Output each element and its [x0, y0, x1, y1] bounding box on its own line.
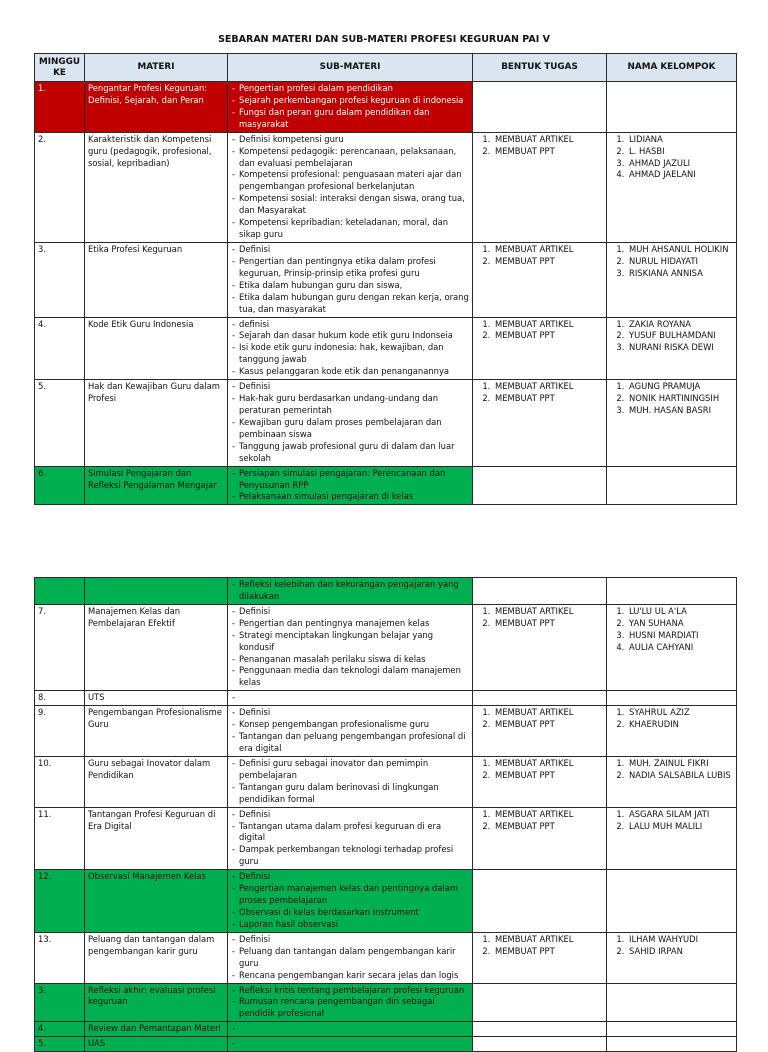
sub-materi-item: - Kompetensi kepribadian: keteladanan, moral, dan sikap guru — [231, 217, 469, 241]
sub-materi-item: - Hak-hak guru berdasarkan undang-undang dan peraturan pemerintah — [231, 393, 469, 417]
sub-materi-item: - Kompetensi pedagogik: perencanaan, pelaksanaan, dan evaluasi pembelajaran — [231, 146, 469, 170]
tugas-item: 1. MEMBUAT ARTIKEL — [493, 134, 603, 146]
sub-materi-item: - Definisi — [231, 381, 469, 393]
sub-materi-item: - Pengertian manajemen kelas dan pentingnya dalam proses pembelajaran — [231, 883, 469, 907]
tugas-list — [476, 707, 603, 731]
sub-materi-item: - Definisi — [231, 809, 469, 821]
sub-materi-cell — [228, 604, 473, 690]
sub-materi-list — [231, 871, 469, 931]
bentuk-tugas-cell — [473, 691, 607, 706]
tugas-list — [476, 934, 603, 958]
tugas-item: 1. MEMBUAT ARTIKEL — [493, 707, 603, 719]
kelompok-list — [610, 606, 733, 654]
sub-materi-item: - Definisi guru sebagai inovator dan pemimpin pembelajaran — [231, 758, 469, 782]
bentuk-tugas-cell — [473, 706, 607, 757]
sub-materi-cell — [228, 317, 473, 380]
tugas-item: 1. MEMBUAT ARTIKEL — [493, 934, 603, 946]
materi-cell: Karakteristik dan Kompetensi guru (pedagogik, profesional, sosial, kepribadian) — [85, 132, 228, 242]
bentuk-tugas-cell — [473, 242, 607, 317]
bentuk-tugas-cell — [473, 1022, 607, 1037]
bentuk-tugas-cell — [473, 317, 607, 380]
week-cell: 5. — [35, 1037, 85, 1052]
week-cell: 10. — [35, 756, 85, 807]
kelompok-member: 2. KHAERUDIN — [627, 719, 733, 731]
sub-materi-item: - Kasus pelanggaran kode etik dan penanganannya — [231, 366, 469, 378]
tugas-item: 2. MEMBUAT PPT — [493, 146, 603, 158]
bentuk-tugas-cell — [473, 466, 607, 505]
tugas-list — [476, 381, 603, 405]
sub-materi-list — [231, 83, 469, 131]
tugas-list — [476, 244, 603, 268]
kelompok-member: 4. AULIA CAHYANI — [627, 642, 733, 654]
nama-kelompok-cell — [607, 242, 737, 317]
nama-kelompok-cell — [607, 317, 737, 380]
kelompok-member: 3. RISKIANA ANNISA — [627, 268, 733, 280]
kelompok-member: 1. MUH. ZAINUL FIKRI — [627, 758, 733, 770]
table-row — [35, 604, 737, 690]
sub-materi-cell — [228, 466, 473, 505]
sub-materi-item: - Tantangan guru dalam berinovasi di lingkungan pendidikan formal — [231, 782, 469, 806]
sub-materi-list — [231, 758, 469, 806]
materi-cell: UAS — [85, 1037, 228, 1052]
sub-materi-item: - Laporan hasil observasi — [231, 919, 469, 931]
sub-materi-list — [231, 468, 469, 504]
kelompok-member: 1. SYAHRUL AZIZ — [627, 707, 733, 719]
kelompok-list — [610, 319, 733, 355]
sub-materi-item: - Definisi — [231, 934, 469, 946]
sub-materi-cell — [228, 380, 473, 466]
week-cell — [35, 578, 85, 605]
bentuk-tugas-cell — [473, 807, 607, 870]
materi-cell: Kode Etik Guru Indonesia — [85, 317, 228, 380]
sub-materi-item: - Tanggung jawab profesional guru di dalam dan luar sekolah — [231, 441, 469, 465]
materi-cell: Peluang dan tantangan dalam pengembangan karir guru — [85, 932, 228, 983]
tugas-list — [476, 319, 603, 343]
schedule-table-part-2 — [34, 577, 737, 1052]
sub-materi-list — [231, 579, 469, 603]
kelompok-member: 4. AHMAD JAELANI — [627, 169, 733, 181]
materi-cell: Simulasi Pengajaran dan Refleksi Pengalaman Mengajar — [85, 466, 228, 505]
sub-materi-cell — [228, 82, 473, 133]
table-header-row — [35, 54, 737, 82]
materi-cell: Etika Profesi Keguruan — [85, 242, 228, 317]
sub-materi-item: - Kompetensi profesional: penguasaan materi ajar dan pengembangan profesional berkelanjutan — [231, 169, 469, 193]
nama-kelompok-cell — [607, 706, 737, 757]
sub-materi-cell — [228, 706, 473, 757]
header-materi: MATERI — [85, 54, 228, 82]
kelompok-member: 2. NURUL HIDAYATI — [627, 256, 733, 268]
tugas-item: 1. MEMBUAT ARTIKEL — [493, 319, 603, 331]
kelompok-member: 2. SAHID IRPAN — [627, 946, 733, 958]
table-row — [35, 691, 737, 706]
week-cell: 1. — [35, 82, 85, 133]
tugas-item: 2. MEMBUAT PPT — [493, 330, 603, 342]
table-row — [35, 578, 737, 605]
sub-materi-list — [231, 809, 469, 869]
sub-materi-cell — [228, 807, 473, 870]
week-cell: 4. — [35, 1022, 85, 1037]
header-minggu: MINGGU KE — [35, 54, 85, 82]
table-row — [35, 1037, 737, 1052]
sub-materi-item: - Pelaksanaan simulasi pengajaran di kelas — [231, 491, 469, 503]
materi-cell: Hak dan Kewajiban Guru dalam Profesi — [85, 380, 228, 466]
tugas-item: 2. MEMBUAT PPT — [493, 770, 603, 782]
tugas-item: 2. MEMBUAT PPT — [493, 618, 603, 630]
tugas-item: 2. MEMBUAT PPT — [493, 719, 603, 731]
sub-materi-item: - Kewajiban guru dalam proses pembelajaran dan pembinaan siswa — [231, 417, 469, 441]
sub-materi-item: - Rencana pengembangan karir secara jelas dan logis — [231, 970, 469, 982]
table-row — [35, 870, 737, 933]
bentuk-tugas-cell — [473, 82, 607, 133]
table-row — [35, 466, 737, 505]
week-cell: 3. — [35, 983, 85, 1022]
kelompok-list — [610, 934, 733, 958]
week-cell: 5. — [35, 380, 85, 466]
sub-materi-item: - Sejarah perkembangan profesi keguruan di indonesia — [231, 95, 469, 107]
sub-materi-item: - Pengertian dan pentingnya manajemen kelas — [231, 618, 469, 630]
tugas-item: 2. MEMBUAT PPT — [493, 393, 603, 405]
kelompok-list — [610, 707, 733, 731]
nama-kelompok-cell — [607, 691, 737, 706]
week-cell: 3. — [35, 242, 85, 317]
sub-materi-item: - definisi — [231, 319, 469, 331]
week-cell: 7. — [35, 604, 85, 690]
bentuk-tugas-cell — [473, 983, 607, 1022]
sub-materi-item: - Konsep pengembangan profesionalisme guru — [231, 719, 469, 731]
sub-materi-item: - Definisi — [231, 871, 469, 883]
tugas-list — [476, 809, 603, 833]
table-body-part-1 — [35, 82, 737, 505]
sub-materi-item: - Peluang dan tantangan dalam pengembangan karir guru — [231, 946, 469, 970]
bentuk-tugas-cell — [473, 604, 607, 690]
bentuk-tugas-cell — [473, 756, 607, 807]
nama-kelompok-cell — [607, 756, 737, 807]
tugas-item: 1. MEMBUAT ARTIKEL — [493, 381, 603, 393]
bentuk-tugas-cell — [473, 870, 607, 933]
sub-materi-item: - Rumusan rencana pengembangan diri sebagai pendidik profesional — [231, 996, 469, 1020]
sub-materi-cell — [228, 983, 473, 1022]
table-row — [35, 932, 737, 983]
kelompok-member: 3. NURANI RISKA DEWI — [627, 342, 733, 354]
kelompok-member: 3. MUH. HASAN BASRI — [627, 405, 733, 417]
sub-materi-item: - Pengertian profesi dalam pendidikan — [231, 83, 469, 95]
bentuk-tugas-cell — [473, 932, 607, 983]
sub-materi-item: - Etika dalam hubungan guru dan siswa, — [231, 280, 469, 292]
schedule-table-part-1 — [34, 53, 737, 505]
sub-materi-list — [231, 985, 469, 1021]
kelompok-member: 2. L. HASBI — [627, 146, 733, 158]
kelompok-member: 2. YAN SUHANA — [627, 618, 733, 630]
sub-materi-item: - Observasi di kelas berdasarkan instrument — [231, 907, 469, 919]
nama-kelompok-cell — [607, 466, 737, 505]
kelompok-member: 1. ZAKIA ROYANA — [627, 319, 733, 331]
bentuk-tugas-cell — [473, 380, 607, 466]
kelompok-member: 1. MUH AHSANUL HOLIKIN — [627, 244, 733, 256]
sub-materi-cell — [228, 870, 473, 933]
sub-materi-item: - Sejarah dan dasar hukum kode etik guru Indonseia — [231, 330, 469, 342]
table-row — [35, 983, 737, 1022]
sub-materi-item: - Isi kode etik guru indonesia: hak, kewajiban, dan tanggung jawab — [231, 342, 469, 366]
sub-materi-list — [231, 707, 469, 755]
kelompok-member: 2. YUSUF BULHAMDANI — [627, 330, 733, 342]
sub-materi-item: - Fungsi dan peran guru dalam pendidikan dan masyarakat — [231, 107, 469, 131]
week-cell: 2. — [35, 132, 85, 242]
kelompok-list — [610, 758, 733, 782]
nama-kelompok-cell — [607, 807, 737, 870]
tugas-item: 2. MEMBUAT PPT — [493, 256, 603, 268]
sub-materi-item: - Tantangan dan peluang pengembangan profesional di era digital — [231, 731, 469, 755]
kelompok-member: 1. ILHAM WAHYUDI — [627, 934, 733, 946]
kelompok-list — [610, 244, 733, 280]
sub-materi-item: - Refleksi kritis tentang pembelajaran profesi keguruan — [231, 985, 469, 997]
nama-kelompok-cell — [607, 1022, 737, 1037]
table-row — [35, 380, 737, 466]
kelompok-list — [610, 381, 733, 417]
sub-materi-item: - Definisi — [231, 707, 469, 719]
header-bentuk-tugas: BENTUK TUGAS — [473, 54, 607, 82]
document-title: SEBARAN MATERI DAN SUB-MATERI PROFESI KEGURUAN PAI V — [218, 34, 550, 45]
sub-materi-cell — [228, 756, 473, 807]
sub-materi-item: - Pengertian dan pentingnya etika dalam profesi keguruan, Prinsip-prinsip etika profesi guru — [231, 256, 469, 280]
week-cell: 6. — [35, 466, 85, 505]
materi-cell: Refleksi akhir: evaluasi profesi keguruan — [85, 983, 228, 1022]
week-cell: 12. — [35, 870, 85, 933]
materi-cell: Tantangan Profesi Keguruan di Era Digital — [85, 807, 228, 870]
sub-materi-item: - Strategi menciptakan lingkungan belajar yang kondusif — [231, 630, 469, 654]
sub-materi-item: - Persiapan simulasi pengajaran: Perencanaan dan Penyusunan RPP — [231, 468, 469, 492]
sub-materi-item: - Refleksi kelebihan dan kekurangan pengajaran yang dilakukan — [231, 579, 469, 603]
sub-materi-cell — [228, 578, 473, 605]
week-cell: 13. — [35, 932, 85, 983]
kelompok-list — [610, 134, 733, 182]
header-sub-materi: SUB-MATERI — [228, 54, 473, 82]
sub-materi-list — [231, 381, 469, 464]
materi-cell: Review dan Pemantapan Materi — [85, 1022, 228, 1037]
tugas-list — [476, 134, 603, 158]
materi-cell: UTS — [85, 691, 228, 706]
sub-materi-list — [231, 934, 469, 982]
materi-cell: Pengantar Profesi Keguruan: Definisi, Sejarah, dan Peran — [85, 82, 228, 133]
week-cell: 8. — [35, 691, 85, 706]
week-cell: 11. — [35, 807, 85, 870]
sub-materi-item: - Penggunaan media dan teknologi dalam manajemen kelas — [231, 665, 469, 689]
materi-cell: Guru sebagai Inovator dalam Pendidikan — [85, 756, 228, 807]
table-row — [35, 132, 737, 242]
table-row — [35, 317, 737, 380]
sub-materi-item: - Definisi — [231, 244, 469, 256]
week-cell: 4. — [35, 317, 85, 380]
table-row — [35, 1022, 737, 1037]
nama-kelompok-cell — [607, 578, 737, 605]
kelompok-member: 2. NONIK HARTININGSIH — [627, 393, 733, 405]
materi-cell: Observasi Manajemen Kelas — [85, 870, 228, 933]
week-cell: 9. — [35, 706, 85, 757]
nama-kelompok-cell — [607, 983, 737, 1022]
sub-materi-list — [231, 606, 469, 689]
nama-kelompok-cell — [607, 1037, 737, 1052]
kelompok-member: 2. LALU MUH MALILI — [627, 821, 733, 833]
kelompok-member: 1. LIDIANA — [627, 134, 733, 146]
tugas-item: 1. MEMBUAT ARTIKEL — [493, 244, 603, 256]
nama-kelompok-cell — [607, 132, 737, 242]
sub-materi-item: - Definisi — [231, 606, 469, 618]
kelompok-member: 1. AGUNG PRAMUJA — [627, 381, 733, 393]
sub-materi-cell — [228, 691, 473, 706]
sub-materi-item: - Definisi kompetensi guru — [231, 134, 469, 146]
bentuk-tugas-cell — [473, 1037, 607, 1052]
sub-materi-list — [231, 244, 469, 316]
kelompok-member: 3. HUSNI MARDIATI — [627, 630, 733, 642]
materi-cell: Pengembangan Profesionalisme Guru — [85, 706, 228, 757]
nama-kelompok-cell — [607, 604, 737, 690]
sub-materi-item: - Kompetensi sosial: interaksi dengan siswa, orang tua, dan Masyarakat — [231, 193, 469, 217]
nama-kelompok-cell — [607, 870, 737, 933]
sub-materi-cell — [228, 1037, 473, 1052]
bentuk-tugas-cell — [473, 578, 607, 605]
table-row — [35, 82, 737, 133]
tugas-item: 1. MEMBUAT ARTIKEL — [493, 809, 603, 821]
kelompok-member: 1. ASGARA SILAM JATI — [627, 809, 733, 821]
sub-materi-item: - Penanganan masalah perilaku siswa di kelas — [231, 654, 469, 666]
header-nama-kelompok: NAMA KELOMPOK — [607, 54, 737, 82]
table-row — [35, 756, 737, 807]
nama-kelompok-cell — [607, 932, 737, 983]
sub-materi-item: - Dampak perkembangan teknologi terhadap profesi guru — [231, 844, 469, 868]
sub-materi-cell — [228, 132, 473, 242]
sub-materi-item: - Tantangan utama dalam profesi keguruan di era digital — [231, 821, 469, 845]
nama-kelompok-cell — [607, 380, 737, 466]
sub-materi-cell — [228, 242, 473, 317]
materi-cell — [85, 578, 228, 605]
tugas-item: 1. MEMBUAT ARTIKEL — [493, 606, 603, 618]
sub-materi-cell — [228, 932, 473, 983]
sub-materi-cell — [228, 1022, 473, 1037]
kelompok-list — [610, 809, 733, 833]
tugas-list — [476, 606, 603, 630]
sub-materi-item: - Etika dalam hubungan guru dengan rekan kerja, orang tua, dan masyarakat — [231, 292, 469, 316]
table-row — [35, 706, 737, 757]
table-body-part-2 — [35, 578, 737, 1052]
bentuk-tugas-cell — [473, 132, 607, 242]
tugas-item: 1. MEMBUAT ARTIKEL — [493, 758, 603, 770]
table-row — [35, 807, 737, 870]
table-row — [35, 242, 737, 317]
materi-cell: Manajemen Kelas dan Pembelajaran Efektif — [85, 604, 228, 690]
tugas-item: 2. MEMBUAT PPT — [493, 821, 603, 833]
sub-materi-list — [231, 134, 469, 241]
nama-kelompok-cell — [607, 82, 737, 133]
sub-materi-list — [231, 319, 469, 379]
kelompok-member: 3. AHMAD JAZULI — [627, 158, 733, 170]
tugas-list — [476, 758, 603, 782]
kelompok-member: 1. LU'LU UL A'LA — [627, 606, 733, 618]
kelompok-member: 2. NADIA SALSABILA LUBIS — [627, 770, 733, 782]
tugas-item: 2. MEMBUAT PPT — [493, 946, 603, 958]
